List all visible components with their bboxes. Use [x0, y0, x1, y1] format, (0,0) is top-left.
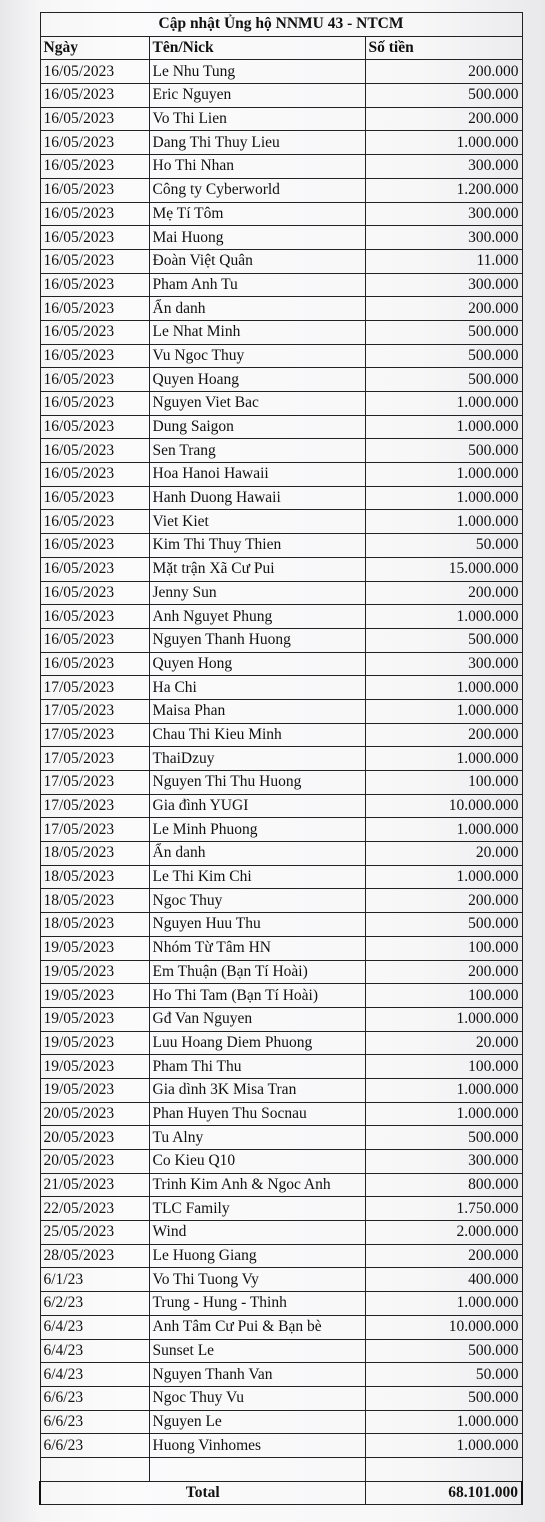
table-row: [40, 889, 522, 913]
table-row: [40, 1292, 522, 1316]
amount-cell: 300.000: [365, 226, 522, 250]
amount-cell: 1.000.000: [365, 605, 522, 629]
amount-cell: 300.000: [365, 1150, 522, 1174]
name-cell: Ẩn danh: [149, 842, 365, 866]
table-row: [40, 581, 522, 605]
table-row: [40, 1173, 522, 1197]
table-row: [40, 842, 522, 866]
date-cell: 16/05/2023: [40, 581, 149, 605]
date-cell: 16/05/2023: [40, 557, 149, 581]
total-label: Total: [40, 1481, 365, 1505]
date-cell: 16/05/2023: [40, 605, 149, 629]
date-cell: 17/05/2023: [40, 723, 149, 747]
amount-cell: 300.000: [365, 155, 522, 179]
amount-cell: 500.000: [365, 368, 522, 392]
name-cell: Pham Anh Tu: [149, 273, 365, 297]
sheet-title: Cập nhật Ủng hộ NNMU 43 - NTCM: [40, 13, 522, 37]
table-row: [40, 1126, 522, 1150]
table-row: [40, 652, 522, 676]
amount-cell: 1.000.000: [365, 486, 522, 510]
date-cell: 16/05/2023: [40, 60, 149, 84]
amount-cell: 50.000: [365, 534, 522, 558]
amount-cell: 15.000.000: [365, 557, 522, 581]
date-cell: 16/05/2023: [40, 131, 149, 155]
amount-cell: 100.000: [365, 771, 522, 795]
date-cell: 18/05/2023: [40, 842, 149, 866]
table-row: [40, 747, 522, 771]
table-row: [40, 1339, 522, 1363]
amount-cell: 400.000: [365, 1268, 522, 1292]
amount-cell: 20.000: [365, 842, 522, 866]
date-cell: 16/05/2023: [40, 628, 149, 652]
table-row: [40, 273, 522, 297]
name-cell: Sen Trang: [149, 439, 365, 463]
table-row: [40, 1007, 522, 1031]
name-cell: Huong Vinhomes: [149, 1434, 365, 1458]
table-row: [40, 1078, 522, 1102]
table-row: [40, 936, 522, 960]
date-cell: 16/05/2023: [40, 84, 149, 108]
amount-cell: 10.000.000: [365, 794, 522, 818]
name-cell: Mai Huong: [149, 226, 365, 250]
name-cell: Em Thuận (Bạn Tí Hoài): [149, 960, 365, 984]
table-row: [40, 1315, 522, 1339]
date-cell: 19/05/2023: [40, 960, 149, 984]
date-cell: 16/05/2023: [40, 415, 149, 439]
empty-cell: [149, 1457, 365, 1481]
name-cell: Tu Alny: [149, 1126, 365, 1150]
table-row: [40, 107, 522, 131]
date-cell: 16/05/2023: [40, 439, 149, 463]
name-cell: Mẹ Tí Tôm: [149, 202, 365, 226]
date-cell: 16/05/2023: [40, 463, 149, 487]
name-cell: Le Nhu Tung: [149, 60, 365, 84]
name-cell: Phan Huyen Thu Socnau: [149, 1102, 365, 1126]
table-row: [40, 1244, 522, 1268]
amount-cell: 1.000.000: [365, 415, 522, 439]
date-cell: 16/05/2023: [40, 344, 149, 368]
name-cell: Công ty Cyberworld: [149, 178, 365, 202]
table-row: [40, 320, 522, 344]
amount-cell: 1.000.000: [365, 1078, 522, 1102]
amount-cell: 20.000: [365, 1031, 522, 1055]
table-row: [40, 960, 522, 984]
amount-cell: 1.200.000: [365, 178, 522, 202]
table-row: [40, 344, 522, 368]
date-cell: 16/05/2023: [40, 368, 149, 392]
amount-cell: 1.000.000: [365, 392, 522, 416]
date-cell: 21/05/2023: [40, 1173, 149, 1197]
name-cell: Pham Thi Thu: [149, 1055, 365, 1079]
date-cell: 17/05/2023: [40, 771, 149, 795]
table-row: [40, 699, 522, 723]
name-cell: Ha Chi: [149, 676, 365, 700]
table-row: [40, 415, 522, 439]
table-row: [40, 1434, 522, 1458]
amount-cell: 1.000.000: [365, 747, 522, 771]
date-cell: 16/05/2023: [40, 510, 149, 534]
name-cell: Le Huong Giang: [149, 1244, 365, 1268]
name-cell: Co Kieu Q10: [149, 1150, 365, 1174]
date-cell: 6/1/23: [40, 1268, 149, 1292]
table-row: [40, 178, 522, 202]
date-cell: 16/05/2023: [40, 155, 149, 179]
date-cell: 6/6/23: [40, 1434, 149, 1458]
table-row: [40, 510, 522, 534]
table-row: [40, 913, 522, 937]
amount-cell: 1.000.000: [365, 818, 522, 842]
name-cell: TLC Family: [149, 1197, 365, 1221]
name-cell: Le Nhat Minh: [149, 320, 365, 344]
table-row: [40, 1197, 522, 1221]
table-row: [40, 628, 522, 652]
amount-cell: 200.000: [365, 581, 522, 605]
date-cell: 19/05/2023: [40, 936, 149, 960]
amount-cell: 200.000: [365, 889, 522, 913]
table-row: [40, 1102, 522, 1126]
table-row: [40, 723, 522, 747]
name-cell: Ẩn danh: [149, 297, 365, 321]
title-row: [40, 13, 522, 37]
total-row: [40, 1481, 522, 1505]
amount-cell: 500.000: [365, 344, 522, 368]
amount-cell: 1.000.000: [365, 1434, 522, 1458]
table-row: [40, 605, 522, 629]
date-cell: 19/05/2023: [40, 1078, 149, 1102]
name-cell: Kim Thi Thuy Thien: [149, 534, 365, 558]
table-row: [40, 486, 522, 510]
name-cell: Dung Saigon: [149, 415, 365, 439]
name-cell: Viet Kiet: [149, 510, 365, 534]
name-cell: Gđ Van Nguyen: [149, 1007, 365, 1031]
date-cell: 6/6/23: [40, 1386, 149, 1410]
amount-cell: 100.000: [365, 936, 522, 960]
table-row: [40, 984, 522, 1008]
amount-cell: 1.000.000: [365, 1292, 522, 1316]
date-cell: 20/05/2023: [40, 1150, 149, 1174]
date-cell: 6/4/23: [40, 1363, 149, 1387]
donation-table: [39, 12, 523, 1505]
date-cell: 6/2/23: [40, 1292, 149, 1316]
table-row: [40, 1268, 522, 1292]
table-row: [40, 1031, 522, 1055]
date-cell: 18/05/2023: [40, 913, 149, 937]
name-cell: Gia dình 3K Misa Tran: [149, 1078, 365, 1102]
date-cell: 16/05/2023: [40, 249, 149, 273]
name-cell: Nguyen Huu Thu: [149, 913, 365, 937]
name-cell: Dang Thi Thuy Lieu: [149, 131, 365, 155]
table-row: [40, 534, 522, 558]
table-row: [40, 84, 522, 108]
date-cell: 16/05/2023: [40, 273, 149, 297]
amount-cell: 500.000: [365, 84, 522, 108]
name-cell: Vu Ngoc Thuy: [149, 344, 365, 368]
amount-cell: 500.000: [365, 1386, 522, 1410]
name-cell: Nguyen Thanh Huong: [149, 628, 365, 652]
table-row: [40, 818, 522, 842]
date-cell: 6/4/23: [40, 1339, 149, 1363]
amount-cell: 100.000: [365, 984, 522, 1008]
amount-cell: 200.000: [365, 107, 522, 131]
amount-cell: 500.000: [365, 439, 522, 463]
name-cell: Hanh Duong Hawaii: [149, 486, 365, 510]
amount-cell: 1.000.000: [365, 699, 522, 723]
date-cell: 19/05/2023: [40, 1007, 149, 1031]
empty-cell: [40, 1457, 149, 1481]
table-row: [40, 392, 522, 416]
date-cell: 16/05/2023: [40, 226, 149, 250]
amount-cell: 1.000.000: [365, 1007, 522, 1031]
name-cell: Nhóm Từ Tâm HN: [149, 936, 365, 960]
table-row: [40, 226, 522, 250]
table-row: [40, 676, 522, 700]
donation-rows: [40, 60, 522, 1458]
date-cell: 17/05/2023: [40, 699, 149, 723]
empty-cell: [365, 1457, 522, 1481]
table-row: [40, 368, 522, 392]
header-date: Ngày: [40, 36, 149, 60]
name-cell: Vo Thi Tuong Vy: [149, 1268, 365, 1292]
date-cell: 18/05/2023: [40, 889, 149, 913]
amount-cell: 300.000: [365, 202, 522, 226]
date-cell: 16/05/2023: [40, 202, 149, 226]
header-amount: Số tiền: [365, 36, 522, 60]
table-row: [40, 794, 522, 818]
amount-cell: 2.000.000: [365, 1221, 522, 1245]
table-row: [40, 1055, 522, 1079]
name-cell: Luu Hoang Diem Phuong: [149, 1031, 365, 1055]
name-cell: Jenny Sun: [149, 581, 365, 605]
date-cell: 16/05/2023: [40, 107, 149, 131]
amount-cell: 500.000: [365, 628, 522, 652]
name-cell: Chau Thi Kieu Minh: [149, 723, 365, 747]
amount-cell: 1.000.000: [365, 1410, 522, 1434]
name-cell: Quyen Hoang: [149, 368, 365, 392]
name-cell: Le Thi Kim Chi: [149, 865, 365, 889]
amount-cell: 100.000: [365, 1055, 522, 1079]
date-cell: 20/05/2023: [40, 1126, 149, 1150]
name-cell: Nguyen Thi Thu Huong: [149, 771, 365, 795]
table-row: [40, 1386, 522, 1410]
amount-cell: 10.000.000: [365, 1315, 522, 1339]
amount-cell: 500.000: [365, 913, 522, 937]
date-cell: 16/05/2023: [40, 178, 149, 202]
table-row: [40, 131, 522, 155]
name-cell: Quyen Hong: [149, 652, 365, 676]
date-cell: 16/05/2023: [40, 392, 149, 416]
name-cell: ThaiDzuy: [149, 747, 365, 771]
header-name: Tên/Nick: [149, 36, 365, 60]
amount-cell: 200.000: [365, 723, 522, 747]
date-cell: 6/6/23: [40, 1410, 149, 1434]
amount-cell: 1.000.000: [365, 865, 522, 889]
name-cell: Eric Nguyen: [149, 84, 365, 108]
date-cell: 17/05/2023: [40, 818, 149, 842]
table-row: [40, 297, 522, 321]
table-row: [40, 202, 522, 226]
amount-cell: 300.000: [365, 652, 522, 676]
table-row: [40, 865, 522, 889]
date-cell: 22/05/2023: [40, 1197, 149, 1221]
name-cell: Wind: [149, 1221, 365, 1245]
amount-cell: 1.000.000: [365, 463, 522, 487]
name-cell: Nguyen Le: [149, 1410, 365, 1434]
table-row: [40, 557, 522, 581]
amount-cell: 1.000.000: [365, 1102, 522, 1126]
date-cell: 17/05/2023: [40, 747, 149, 771]
table-row: [40, 249, 522, 273]
amount-cell: 200.000: [365, 297, 522, 321]
amount-cell: 200.000: [365, 60, 522, 84]
date-cell: 20/05/2023: [40, 1102, 149, 1126]
name-cell: Anh Tâm Cư Pui & Bạn bè: [149, 1315, 365, 1339]
name-cell: Trinh Kim Anh & Ngoc Anh: [149, 1173, 365, 1197]
date-cell: 16/05/2023: [40, 486, 149, 510]
amount-cell: 300.000: [365, 273, 522, 297]
date-cell: 6/4/23: [40, 1315, 149, 1339]
date-cell: 19/05/2023: [40, 984, 149, 1008]
name-cell: Nguyen Viet Bac: [149, 392, 365, 416]
name-cell: Ho Thi Tam (Bạn Tí Hoài): [149, 984, 365, 1008]
amount-cell: 200.000: [365, 1244, 522, 1268]
table-row: [40, 1221, 522, 1245]
amount-cell: 50.000: [365, 1363, 522, 1387]
date-cell: 16/05/2023: [40, 534, 149, 558]
date-cell: 19/05/2023: [40, 1055, 149, 1079]
table-row: [40, 1363, 522, 1387]
name-cell: Nguyen Thanh Van: [149, 1363, 365, 1387]
amount-cell: 500.000: [365, 320, 522, 344]
amount-cell: 500.000: [365, 1126, 522, 1150]
amount-cell: 11.000: [365, 249, 522, 273]
total-amount: 68.101.000: [365, 1481, 522, 1505]
name-cell: Sunset Le: [149, 1339, 365, 1363]
table-row: [40, 1410, 522, 1434]
name-cell: Trung - Hung - Thinh: [149, 1292, 365, 1316]
name-cell: Ngoc Thuy Vu: [149, 1386, 365, 1410]
date-cell: 28/05/2023: [40, 1244, 149, 1268]
date-cell: 25/05/2023: [40, 1221, 149, 1245]
date-cell: 17/05/2023: [40, 676, 149, 700]
header-row: [40, 36, 522, 60]
name-cell: Maisa Phan: [149, 699, 365, 723]
name-cell: Mặt trận Xã Cư Pui: [149, 557, 365, 581]
name-cell: Hoa Hanoi Hawaii: [149, 463, 365, 487]
amount-cell: 500.000: [365, 1339, 522, 1363]
name-cell: Gia đình YUGI: [149, 794, 365, 818]
name-cell: Anh Nguyet Phung: [149, 605, 365, 629]
date-cell: 19/05/2023: [40, 1031, 149, 1055]
table-row: [40, 155, 522, 179]
amount-cell: 1.000.000: [365, 131, 522, 155]
name-cell: Ngoc Thuy: [149, 889, 365, 913]
amount-cell: 800.000: [365, 1173, 522, 1197]
name-cell: Vo Thi Lien: [149, 107, 365, 131]
table-row: [40, 463, 522, 487]
table-row: [40, 1150, 522, 1174]
date-cell: 16/05/2023: [40, 652, 149, 676]
table-row: [40, 439, 522, 463]
date-cell: 17/05/2023: [40, 794, 149, 818]
amount-cell: 1.750.000: [365, 1197, 522, 1221]
table-row: [40, 60, 522, 84]
date-cell: 16/05/2023: [40, 297, 149, 321]
amount-cell: 1.000.000: [365, 676, 522, 700]
amount-cell: 200.000: [365, 960, 522, 984]
date-cell: 16/05/2023: [40, 320, 149, 344]
amount-cell: 1.000.000: [365, 510, 522, 534]
date-cell: 18/05/2023: [40, 865, 149, 889]
empty-row: [40, 1457, 522, 1481]
name-cell: Đoàn Việt Quân: [149, 249, 365, 273]
table-row: [40, 771, 522, 795]
name-cell: Le Minh Phuong: [149, 818, 365, 842]
name-cell: Ho Thi Nhan: [149, 155, 365, 179]
